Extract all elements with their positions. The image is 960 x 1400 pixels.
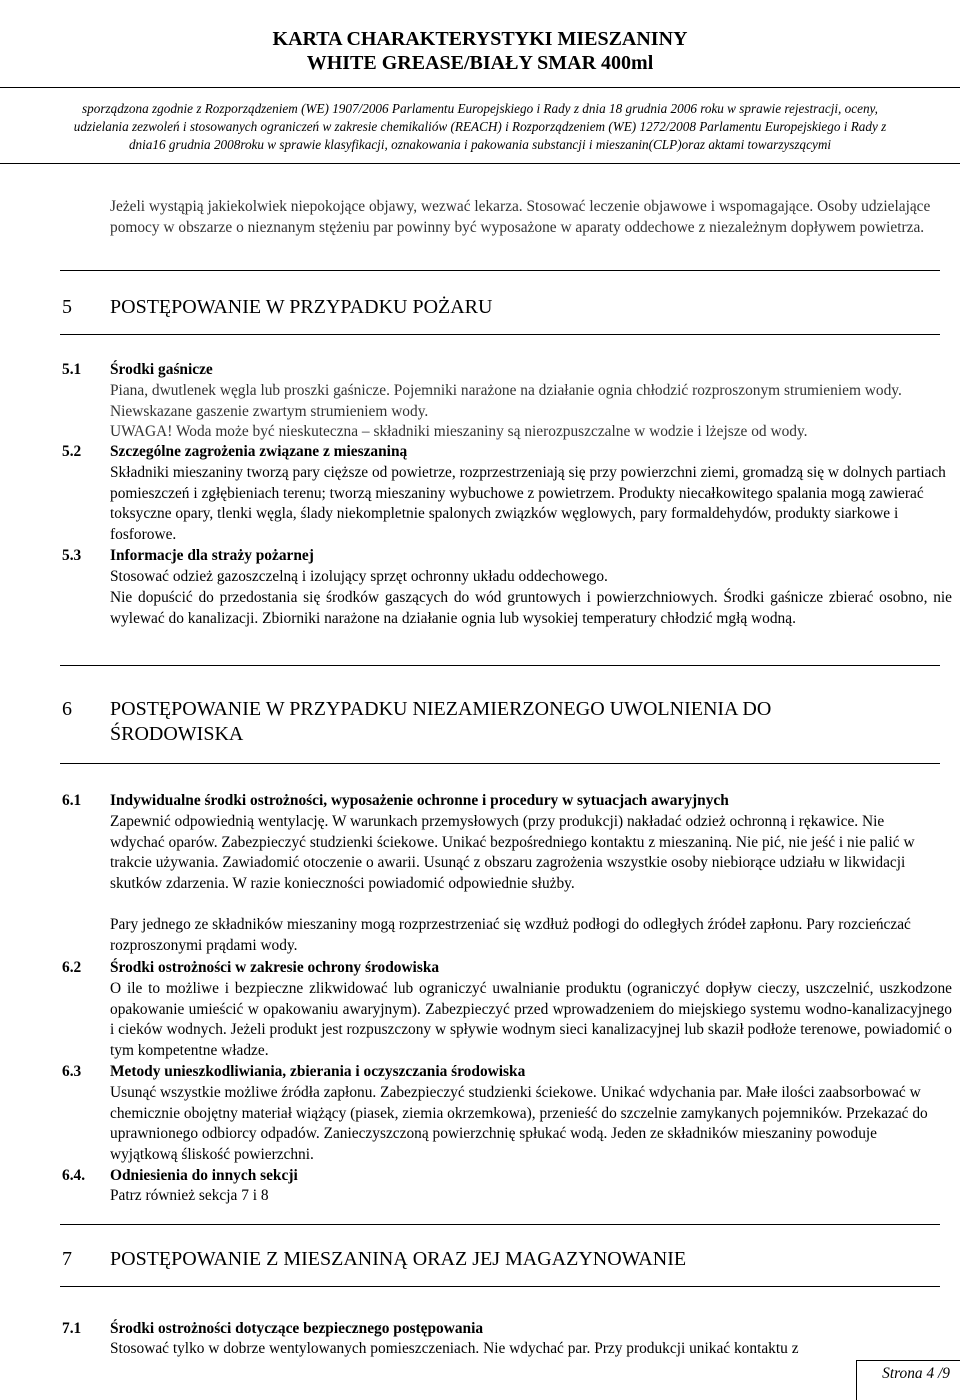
paragraph: Pary jednego ze składników mieszaniny mogą rozprzestrzeniać się wzdłuż podłogi do odległych źródeł zapłonu. Pary rozcieńczać rozproszonymi prądami wody.	[110, 916, 911, 954]
paragraph: O ile to możliwe i bezpieczne zlikwidować lub ograniczyć uwalnianie produktu (ograniczyć dopływ cieczy, uszczelnić, uszkodzone opakowanie umieścić w opakowaniu awaryjnym). Zabezpieczyć przed wprowadzeniem do miejskiego systemu wodno-kanalizacyjnego i cieków wodnych. Jeżeli produkt jest rozpuszczony w spływie wodnym sieci kanalizacyjnej lub skaził podłoże terenowe, powiadomić o tym kompetentne władze.	[110, 980, 952, 1059]
subsection-title: Informacje dla straży pożarnej	[110, 547, 314, 564]
section-number: 6	[62, 698, 72, 720]
subsection-number: 5.3	[62, 547, 82, 564]
paragraph: Patrz również sekcja 7 i 8	[110, 1187, 269, 1204]
first-aid-paragraph: Jeżeli wystąpią jakiekolwiek niepokojące objawy, wezwać lekarza. Stosować leczenie objawowe i wspomagające. Osoby udzielające pomocy w obszarze o nieznanym stężeniu par powinny być wyposażone w aparaty oddechowe z niezależnym dopływem powietrza.	[110, 198, 931, 236]
section-title: POSTĘPOWANIE W PRZYPADKU NIEZAMIERZONEGO UWOLNIENIA DO ŚRODOWISKA	[110, 698, 772, 745]
subsection-number: 6.4.	[62, 1167, 86, 1184]
legal-basis-line-2: udzielania zezwoleń i stosowanych ograniczeń w zakresie chemikaliów (REACH) i Rozporządzeniem (WE) 1272/2008 Parlamentu Europejskiego i Rady z	[73, 119, 887, 134]
separator	[60, 665, 940, 666]
paragraph: Nie dopuścić do przedostania się środków gaszących do wód gruntowych i powierzchniowych. Środki gaśnicze zbierać osobno, nie wylewać do kanalizacji. Zbiorniki narażone na działanie ognia lub wysokiej temperatury chłodzić mgłą wodną.	[110, 589, 952, 627]
subsection-title: Środki ostrożności w zakresie ochrony środowiska	[110, 959, 440, 976]
subsection-title: Szczególne zagrożenia związane z mieszaniną	[110, 443, 408, 460]
separator	[60, 1224, 940, 1225]
paragraph: Zapewnić odpowiednią wentylację. W warunkach przemysłowych (przy produkcji) nakładać odzież ochronną i rękawice. Nie wdychać oparów. Zabezpieczyć studzienki ściekowe. Unikać bezpośredniego kontaktu z mieszaniną. Nie pić, nie jeść i nie palić w trakcie używania. Zawiadomić otoczenie o awarii. Usunąć z obszaru zagrożenia wszystkie osoby niebiorące udziału w likwidacji skutków zdarzenia. W razie konieczności powiadomić odpowiednie służby.	[110, 813, 915, 892]
section-number: 5	[62, 296, 72, 318]
section-number: 7	[62, 1248, 72, 1270]
legal-basis-line-3: dnia16 grudnia 2008roku w sprawie klasyfikacji, oznakowania i pakowania substancji i mieszanin(CLP)oraz aktami towarzyszącymi	[128, 137, 832, 152]
paragraph: Składniki mieszaniny tworzą pary cięższe od powietrze, rozprzestrzeniają się przy powierzchni ziemi, gromadzą się w dolnych partiach pomieszczeń i zgłębieniach terenu; tworzą mieszaniny wybuchowe z powietrzem. Produkty niecałkowitego spalania mogą zawierać toksyczne opary, tlenki węgla, ślady niekompletnie spalonych związków węglowych, pary formaldehydów, produkty siarkowe i fosforowe.	[110, 464, 946, 543]
subsection-number: 5.2	[62, 443, 82, 460]
subsection-number: 7.1	[62, 1320, 82, 1337]
subsection-title: Metody unieszkodliwiania, zbierania i oczyszczania środowiska	[110, 1063, 526, 1080]
subsection-title: Środki gaśnicze	[110, 361, 213, 378]
separator	[60, 763, 940, 764]
subsection-number: 6.2	[62, 959, 82, 976]
paragraph: Stosować tylko w dobrze wentylowanych pomieszczeniach. Nie wdychać par. Przy produkcji unikać kontaktu z	[110, 1340, 799, 1357]
subsection-number: 6.3	[62, 1063, 82, 1080]
subsection-number: 6.1	[62, 792, 82, 809]
subsection-title: Indywidualne środki ostrożności, wyposażenie ochronne i procedury w sytuacjach awaryjnych	[110, 792, 729, 809]
document-title: KARTA CHARAKTERYSTYKI MIESZANINY	[272, 28, 688, 50]
header-bottom-rule	[0, 163, 960, 164]
paragraph: Usunąć wszystkie możliwe źródła zapłonu. Zabezpieczyć studzienki ściekowe. Unikać wdychania par. Małe ilości zaabsorbować w chemicznie obojętny materiał wiążący (piasek, ziemia okrzemkowa), przenieść do szczelnie zamykanych pojemników. Przekazać do uprawnionego odbiorcy odpadów. Zanieczyszczoną powierzchnię spłukać wodą. Jeden ze składników mieszaniny powoduje wyjątkową śliskość powierzchni.	[110, 1084, 928, 1163]
subsection-number: 5.1	[62, 361, 82, 378]
paragraph: Piana, dwutlenek węgla lub proszki gaśnicze. Pojemniki narażone na działanie ognia chłodzić rozproszonym strumieniem wody. Niewskazane gaszenie zwartym strumieniem wody.	[110, 382, 902, 420]
page-number: Strona 4 /9	[882, 1365, 950, 1382]
warning-paragraph: UWAGA! Woda może być nieskuteczna – składniki mieszaniny są nierozpuszczalne w wodzie i lżejsze od wody.	[110, 423, 808, 440]
header-rule	[0, 87, 960, 88]
separator	[60, 1286, 940, 1287]
separator	[60, 270, 940, 271]
paragraph: Stosować odzież gazoszczelną i izolujący sprzęt ochronny układu oddechowego.	[110, 568, 608, 585]
product-name: WHITE GREASE/BIAŁY SMAR 400ml	[306, 52, 654, 74]
separator	[60, 334, 940, 335]
section-title: POSTĘPOWANIE W PRZYPADKU POŻARU	[110, 296, 493, 318]
section-title: POSTĘPOWANIE Z MIESZANINĄ ORAZ JEJ MAGAZYNOWANIE	[110, 1248, 687, 1270]
legal-basis-line-1: sporządzona zgodnie z Rozporządzeniem (WE) 1907/2006 Parlamentu Europejskiego i Rady z dnia 18 grudnia 2006 roku w sprawie rejestracji, oceny,	[82, 101, 878, 116]
subsection-title: Środki ostrożności dotyczące bezpiecznego postępowania	[110, 1320, 484, 1337]
subsection-title: Odniesienia do innych sekcji	[110, 1167, 298, 1184]
